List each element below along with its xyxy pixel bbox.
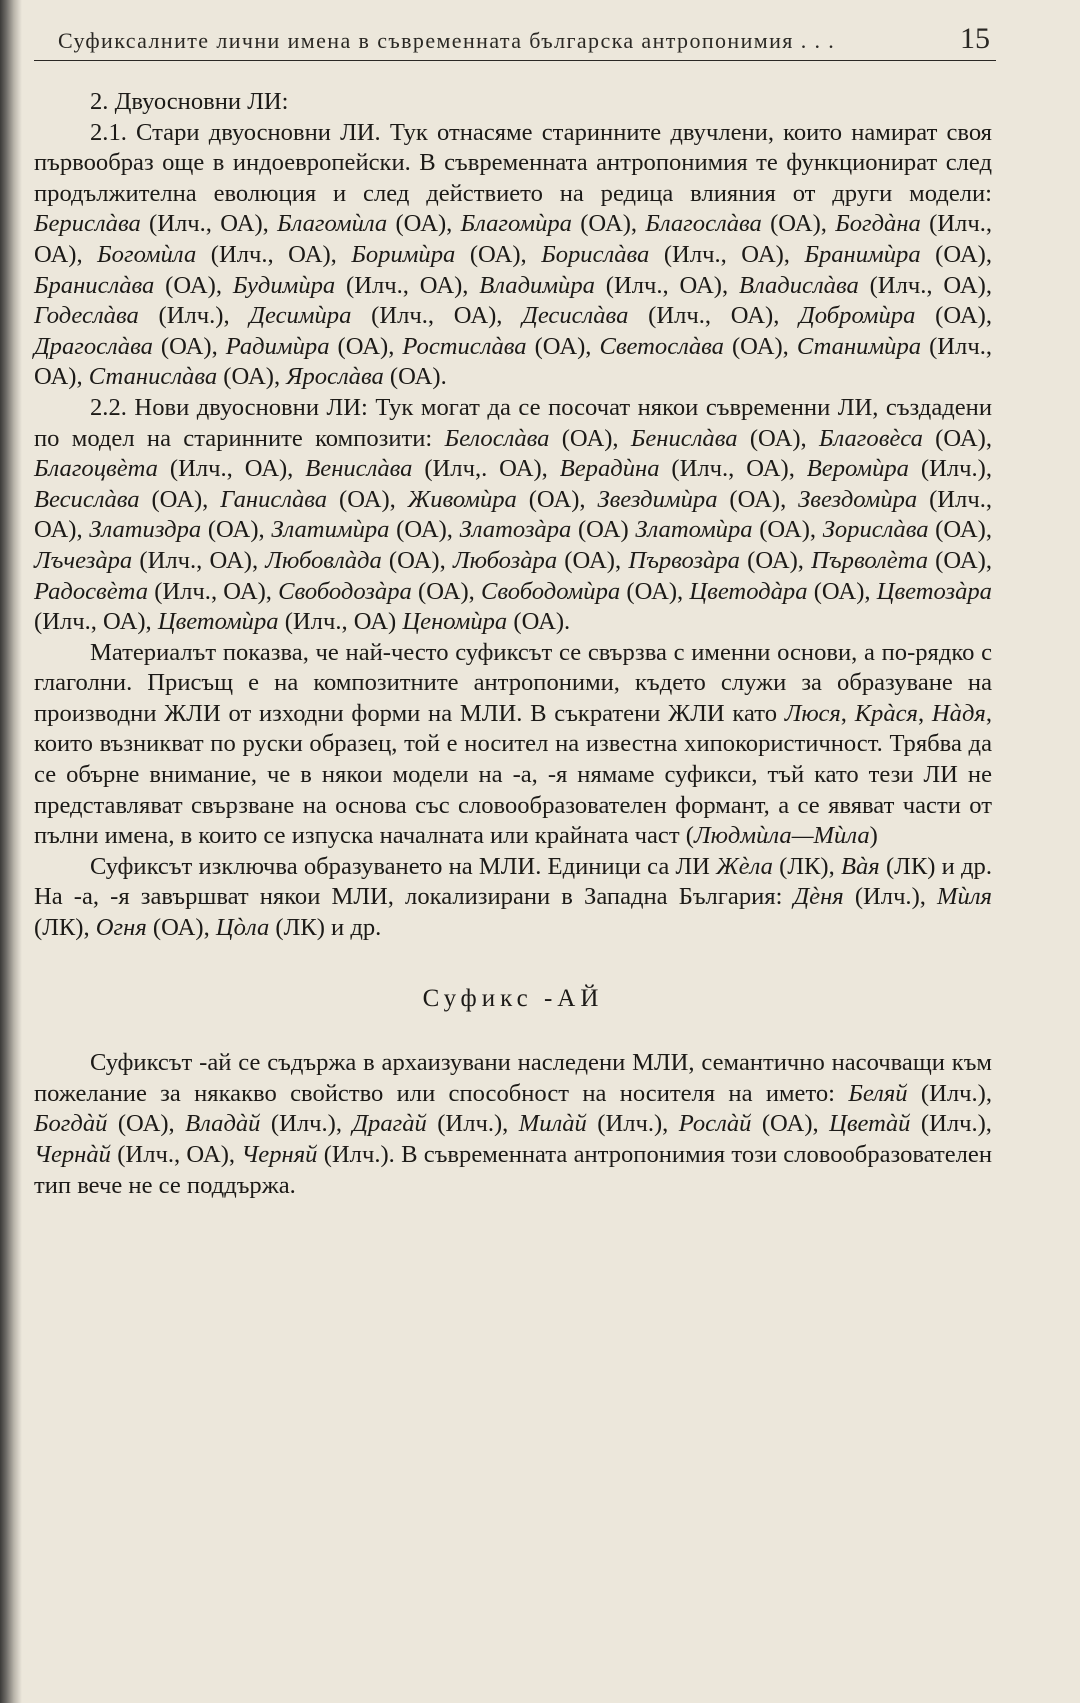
name-example: Владислàва: [738, 271, 859, 299]
source-reference: (Илч., ОА),: [649, 240, 805, 268]
name-example: Лъчезàра: [34, 546, 133, 574]
name-example: Вàя: [840, 852, 880, 880]
running-head-title: Суфиксалните лични имена в съвременната българска антропонимия . . .: [58, 28, 836, 53]
name-example: Драгослàва: [34, 332, 153, 360]
name-example: Беляй: [848, 1079, 908, 1107]
source-reference: (ОА),: [557, 546, 629, 574]
source-reference: (ОА),: [217, 363, 287, 391]
source-reference: (ОА).: [507, 608, 571, 636]
name-example: Благомùра: [460, 210, 572, 238]
source-reference: (Илч., ОА): [278, 608, 403, 636]
source-reference: (ОА),: [329, 332, 403, 360]
name-example: Ярослàва: [286, 363, 384, 391]
source-reference: (ОА),: [717, 485, 799, 513]
name-example: Любозàра: [452, 546, 558, 574]
name-example: Годеслàва: [34, 302, 139, 330]
text-run: (ОА),: [146, 914, 216, 942]
source-reference: (Илч., ОА),: [34, 332, 992, 391]
source-reference: (Илч.),: [907, 1079, 993, 1107]
source-reference: (Илч,. ОА),: [412, 455, 560, 483]
source-reference: (Илч.),: [260, 1110, 353, 1138]
text-run: Суфиксът изключва образуването на МЛИ. Единици са ЛИ: [90, 852, 717, 880]
name-example: Веромùра: [806, 455, 909, 483]
name-example: Живомùра: [407, 485, 517, 513]
source-reference: (ОА),: [807, 577, 877, 605]
section-2-heading: 2. Двуосновни ЛИ:: [90, 88, 289, 115]
name-example: Добромùра: [799, 302, 916, 330]
name-example: Ганислàва: [220, 485, 328, 513]
name-example: Верадùна: [559, 455, 660, 483]
name-example: Драгàй: [352, 1110, 427, 1138]
name-example: Златиздра: [89, 516, 202, 544]
source-reference: (ОА),: [526, 332, 600, 360]
name-example: Десислàва: [522, 302, 629, 330]
source-reference: (Илч., ОА),: [858, 271, 992, 299]
source-reference: (ОА),: [739, 546, 812, 574]
source-reference: (ОА),: [620, 577, 690, 605]
name-example: Берислàва: [34, 210, 141, 238]
source-reference: (ОА),: [455, 240, 542, 268]
source-reference: (Илч., ОА),: [34, 210, 992, 268]
name-example: Цветодàра: [689, 577, 808, 605]
book-page: [34, 22, 996, 1201]
source-reference: (Илч.),: [908, 455, 992, 483]
name-example: Боримùра: [351, 240, 456, 268]
name-example: Цòла: [215, 914, 270, 942]
name-example: Крàся: [854, 699, 918, 727]
name-example: Белослàва: [444, 424, 550, 452]
name-example: Цветозàра: [876, 577, 992, 605]
source-reference: (Илч., ОА),: [351, 302, 523, 330]
source-reference: (Илч.),: [910, 1110, 992, 1138]
text-run: В съвременната антропонимия този словообразователен тип вече не се поддържа.: [34, 1141, 992, 1199]
name-example: Огня: [95, 914, 147, 942]
name-example: Любовлàда: [265, 546, 382, 574]
name-example: Люся: [784, 699, 841, 727]
text-run: Материалът показва, че най-често суфиксът се свързва с именни основи, а по-рядко с глаголни. Присъщ е на композитните антропоними, където служи за образуване на производни ЖЛИ от изходни форми на МЛИ. В съкратени ЖЛИ като: [34, 638, 992, 727]
source-reference: (ОА),: [571, 210, 646, 238]
name-example: Благовèса: [818, 424, 923, 452]
text-run: ): [869, 822, 878, 850]
source-reference: (ОА),: [737, 424, 819, 452]
source-reference: (Илч.),: [426, 1110, 519, 1138]
book-spine-shadow: [0, 0, 22, 1703]
source-reference: (Илч., ОА),: [157, 455, 306, 483]
source-reference: (Илч.).: [317, 1141, 402, 1168]
name-example: Будимùра: [232, 271, 336, 299]
name-example: Черняй: [241, 1141, 318, 1168]
source-reference: (Илч., ОА),: [140, 210, 278, 238]
name-example: Милàй: [518, 1110, 587, 1138]
source-reference: (ОА),: [154, 271, 233, 299]
name-example: Станислàва: [88, 363, 218, 391]
name-example: Благоцвèта: [34, 455, 158, 483]
name-example: Станимùра: [796, 332, 922, 360]
source-reference: (ОА),: [201, 516, 272, 544]
name-example: Златомùра: [635, 516, 753, 544]
source-reference: (Илч., ОА),: [34, 608, 158, 636]
name-example: Людмùла—Мùла: [693, 822, 870, 850]
source-reference: (ОА),: [928, 516, 992, 544]
source-reference: (ОА),: [922, 424, 993, 452]
name-example: Цветàй: [829, 1110, 911, 1138]
name-example: Радосвèта: [34, 577, 148, 605]
name-example: Мùля: [937, 883, 992, 911]
section-2-2-lead: 2.2. Нови двуосновни ЛИ: Тук могат да се посочат някои съвременни ЛИ, създадени по модел на старинните композити:: [34, 393, 992, 452]
source-reference: (ОА),: [107, 1110, 186, 1138]
source-reference: (Илч.),: [586, 1110, 679, 1138]
section-2-2-paragraph: [34, 393, 992, 638]
source-reference: (ОА),: [387, 210, 461, 238]
source-reference: (ОА),: [139, 485, 221, 513]
name-example: Цветомùра: [157, 608, 279, 636]
name-example: Първолèта: [811, 546, 928, 574]
name-example: Благомùла: [277, 210, 388, 238]
name-example: Ценомùра: [402, 608, 508, 636]
name-example: Бранимùра: [804, 240, 921, 268]
name-example: Рослàй: [678, 1110, 752, 1138]
text-run: ,: [840, 699, 855, 727]
text-run: (ЛК) и др. На -а, -я завършват някои МЛИ, локализирани в Западна България:: [34, 852, 992, 911]
exclusive-paragraph: [34, 852, 992, 944]
source-reference: (Илч., ОА),: [148, 577, 279, 605]
source-reference: (Илч., ОА),: [335, 271, 480, 299]
name-example: Нàдя: [931, 699, 986, 727]
text-run: (ЛК) и др.: [269, 914, 382, 942]
name-example: Свободомùра: [481, 577, 621, 605]
source-reference: (ОА),: [761, 210, 836, 238]
name-example: Светослàва: [599, 332, 724, 360]
text-run: (ЛК),: [772, 852, 841, 880]
section-2-1-paragraph: [34, 118, 992, 393]
source-reference: (Илч., ОА),: [659, 455, 807, 483]
running-head: [34, 22, 996, 61]
name-example: Благослàва: [645, 210, 762, 238]
name-example: Весислàва: [34, 485, 140, 513]
source-reference: (ОА),: [411, 577, 482, 605]
source-reference: (Илч., ОА),: [132, 546, 266, 574]
source-reference: (ОА): [571, 516, 636, 544]
source-reference: (Илч., ОА),: [594, 271, 739, 299]
source-reference: (ОА),: [751, 1110, 830, 1138]
name-example: Борислàва: [541, 240, 650, 268]
source-reference: (ОА),: [327, 485, 408, 513]
source-reference: (ОА),: [920, 240, 992, 268]
name-example: Златозàра: [459, 516, 572, 544]
source-reference: (ОА),: [928, 546, 993, 574]
source-reference: (Илч., ОА),: [196, 240, 352, 268]
source-reference: (Илч., ОА),: [110, 1141, 242, 1168]
name-example: Владимùра: [479, 271, 595, 299]
name-example: Дèня: [793, 883, 844, 911]
old-names-list: [34, 210, 992, 390]
suffix-ai-paragraph: [34, 1048, 992, 1201]
name-example: Венислàва: [305, 455, 413, 483]
name-example: Зорислàва: [822, 516, 929, 544]
new-names-list: [34, 425, 992, 636]
name-example: Богдàна: [835, 210, 921, 238]
source-reference: (ОА),: [516, 485, 598, 513]
name-example: Звездомùра: [798, 485, 918, 513]
text-run: , които възникват по руски образец, той е носител на известна хипокористичност. Трябва да се обърне внимание, че в някои модели на -а, -я нямаме суфикси, тъй като тези ЛИ не представляват свързване на основа със словообразователен формант, а се явяват части от пълни имена, в които се изпуска началната или крайната част (: [34, 699, 993, 850]
page-number: 15: [960, 22, 990, 55]
text-run: (ЛК),: [34, 914, 96, 942]
source-reference: (ОА),: [381, 546, 453, 574]
source-reference: (ОА),: [915, 302, 992, 330]
source-reference: (ОА),: [152, 332, 226, 360]
name-example: Жèла: [716, 852, 773, 880]
name-example: Владàй: [185, 1110, 261, 1138]
source-reference: (ОА),: [723, 332, 797, 360]
source-reference: (Илч., ОА),: [34, 485, 992, 544]
source-reference: (ОА).: [383, 363, 447, 391]
name-example: Златимùра: [271, 516, 390, 544]
name-example: Свободозàра: [278, 577, 412, 605]
name-example: Бранислàва: [34, 271, 155, 299]
text-run: (Илч.),: [843, 883, 938, 911]
name-example: Първозàра: [628, 546, 740, 574]
name-example: Радимùра: [225, 332, 330, 360]
page-body: [34, 87, 992, 1201]
source-reference: (Илч., ОА),: [628, 302, 800, 330]
suffix-ai-heading: Суфикс -АЙ: [422, 984, 604, 1012]
source-reference: (ОА),: [389, 516, 460, 544]
source-reference: (ОА),: [549, 424, 631, 452]
material-paragraph: [34, 638, 992, 852]
name-example: Бенислàва: [630, 424, 738, 452]
name-example: Богомùла: [97, 240, 197, 268]
text-run: Суфиксът -ай се съдържа в архаизувани наследени МЛИ, семантично насочващи към пожелание за някакво свойство или способност на носителя на името:: [34, 1049, 992, 1107]
name-example: Ростислàва: [402, 332, 527, 360]
name-example: Богдàй: [34, 1110, 108, 1138]
source-reference: (ОА),: [752, 516, 823, 544]
name-example: Десимùра: [249, 302, 352, 330]
text-run: ,: [918, 699, 932, 727]
source-reference: (Илч.),: [138, 302, 250, 330]
name-example: Чернàй: [34, 1141, 111, 1168]
name-example: Звездимùра: [597, 485, 718, 513]
section-2-1-lead: 2.1. Стари двуосновни ЛИ. Тук отнасяме старинните двучлени, които намират своя първообраз още в индоевропейски. В съвременната антропонимия те функционират след продължителна еволюция и след действието на редица влияния от други модели:: [34, 118, 992, 207]
